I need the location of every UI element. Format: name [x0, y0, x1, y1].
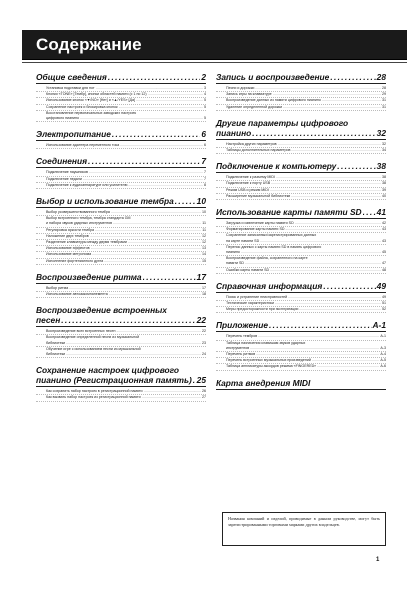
entry-text-continued: цифрового пианино [46, 116, 80, 121]
entry-text: Использование эффектов [46, 246, 90, 251]
entry-text: Перечень ритмов [226, 352, 256, 357]
toc-section [216, 320, 386, 370]
entry-page-number: A-3 [380, 345, 386, 350]
leader-dots [90, 234, 201, 239]
toc-entry[interactable] [216, 364, 386, 370]
leader-dots [128, 183, 203, 188]
section-title-text: Подключение к компьютеру [216, 161, 337, 172]
leader-dots [288, 295, 381, 300]
trademark-notice-text: Названия компаний и изделий, приводимые в данном руководстве, могут быть зарегистрированными торговыми марками других владельцев. [228, 516, 380, 527]
entry-text: Исполнение фортепианного дуэта [46, 258, 104, 263]
entry-page-number: 22 [202, 329, 206, 334]
leader-dots [245, 261, 381, 266]
section-title-text-continued: песен [36, 315, 61, 326]
leader-dots [276, 175, 381, 180]
leader-dots [275, 301, 381, 306]
toc-entry[interactable] [36, 395, 206, 401]
entry-text: Таблицы дополнительных параметров [226, 148, 291, 153]
entry-text: Восстановление первоначальных заводских настроек [46, 110, 137, 115]
entry-page-number: 3 [204, 86, 206, 90]
entry-page-number: A-6 [380, 364, 386, 369]
toc-section [36, 365, 206, 401]
leader-dots [66, 352, 201, 357]
toc-section [36, 72, 206, 122]
entry-text: Подключение наушников [46, 170, 88, 175]
entry-page-number: 51 [382, 301, 386, 306]
leader-dots [104, 259, 201, 264]
toc-section-title[interactable] [216, 161, 386, 173]
leader-dots [317, 364, 379, 369]
section-page-number: 28 [376, 72, 386, 82]
leader-dots [83, 177, 203, 182]
entry-text: Таблица назначения клавишам звуков ударных [226, 340, 306, 345]
leader-dots [144, 389, 201, 394]
entry-text-continued: библиотеки [46, 352, 66, 357]
entry-text: Удаление определенной дорожки [226, 104, 283, 109]
entry-page-number: 40 [382, 193, 386, 198]
leader-dots [337, 161, 375, 171]
leader-dots [258, 334, 379, 339]
entry-text: Использование кнопок «▼/NO» [Нет] и «▲/YES» [Да] [46, 98, 135, 103]
entry-page-number: 14 [202, 252, 206, 257]
entry-page-number: 43 [382, 238, 386, 243]
entry-page-number: A-5 [380, 358, 386, 363]
leader-dots [291, 194, 381, 199]
entry-text: Регулировка яркости тембра [46, 227, 95, 232]
toc-entry[interactable] [36, 347, 206, 358]
leader-dots [111, 210, 201, 215]
toc-right-column [216, 72, 386, 397]
leader-dots [88, 156, 200, 166]
leader-dots [66, 341, 201, 346]
entry-page-number: 38 [382, 181, 386, 186]
entry-page-number: 6 [204, 143, 206, 148]
toc-section-title[interactable] [36, 305, 206, 327]
entry-text: Настройка других параметров [226, 141, 277, 146]
leader-dots [283, 105, 381, 110]
section-title-text: Справочная информация [216, 280, 323, 291]
entry-page-number: 32 [382, 141, 386, 146]
section-title-text: Использование карты памяти SD [216, 207, 362, 218]
entry-text-continued: пианино [226, 250, 240, 255]
section-title-text: Другие параметры цифрового [216, 117, 349, 128]
section-title-text-continued: пианино [216, 127, 252, 138]
section-page-number: 41 [376, 207, 386, 218]
entry-text: Расширение музыкальной библиотеки [226, 193, 291, 198]
leader-dots [295, 221, 381, 226]
entry-page-number: 11 [202, 227, 206, 232]
entry-page-number: 31 [382, 104, 386, 109]
entry-text: Подключение к аудиоаппаратуре или усилителю [46, 182, 128, 187]
toc-section-title[interactable] [216, 207, 386, 219]
toc-section-title[interactable] [36, 72, 206, 84]
entry-page-number: 38 [382, 175, 386, 180]
leader-dots [148, 92, 203, 97]
entry-page-number: 11 [202, 221, 206, 226]
toc-section-title[interactable] [216, 72, 386, 84]
entry-text: Перечень встроенных музыкальных произведений [226, 358, 311, 363]
leader-dots [256, 352, 379, 357]
toc-section-title[interactable] [216, 378, 386, 390]
toc-section [216, 207, 386, 274]
entry-page-number: 7 [204, 170, 206, 175]
leader-dots [143, 272, 196, 282]
entry-page-number: A-1 [380, 334, 386, 339]
entry-text-continued: инструментов [226, 345, 250, 350]
toc-entry[interactable] [216, 233, 386, 244]
section-page-number: 2 [201, 72, 206, 82]
leader-dots [193, 375, 196, 385]
leader-dots [89, 170, 203, 175]
leader-dots [136, 98, 203, 103]
toc-entry[interactable] [36, 183, 206, 189]
entry-page-number: A-4 [380, 352, 386, 357]
entry-page-number: 5 [204, 104, 206, 109]
leader-dots [271, 181, 381, 186]
toc-section-title[interactable] [216, 281, 386, 293]
leader-dots [299, 307, 381, 312]
entry-text: Подключение к разъему MIDI [226, 175, 276, 180]
section-title-text: Воспроизведение ритма [36, 271, 142, 282]
entry-text: Меры предосторожности при эксплуатации [226, 307, 299, 312]
entry-text: Сохранение настроек и блокировка кнопок [46, 104, 118, 109]
toc-entry[interactable] [216, 307, 386, 313]
entry-text: Форматирование карты памяти SD [226, 227, 285, 232]
leader-dots [278, 142, 381, 147]
entry-text: Технические характеристики [226, 301, 274, 306]
section-title-text: Общие сведения [36, 72, 107, 82]
entry-text: Установка подставки для нот [46, 86, 95, 90]
leader-dots [92, 252, 201, 257]
section-page-number: 10 [196, 196, 206, 207]
entry-text: Воспроизведение всех встроенных песен [46, 329, 116, 334]
entry-text: Выбор усовершенствованного тембра [46, 210, 110, 215]
entry-text: Ошибки карты памяти SD [226, 267, 270, 272]
toc-entry[interactable] [216, 268, 386, 274]
title-rule [22, 62, 407, 63]
entry-page-number: 12 [202, 233, 206, 238]
leader-dots [96, 86, 203, 91]
entry-text: Выбор ритма [46, 285, 69, 290]
toc-entry[interactable] [216, 341, 386, 352]
leader-dots [241, 250, 381, 255]
toc-entry[interactable] [36, 143, 206, 149]
toc-entry[interactable] [36, 292, 206, 298]
leader-dots [113, 221, 201, 226]
entry-text: Запись игры на клавиатуре [226, 92, 272, 97]
leader-dots [323, 281, 375, 291]
toc-section-title[interactable] [36, 365, 206, 387]
entry-page-number: 31 [382, 98, 386, 103]
entry-text: Использование адаптера переменного тока [46, 143, 120, 148]
leader-dots [108, 72, 200, 82]
entry-page-number: 43 [382, 227, 386, 232]
entry-text: Кнопки «TONE» [Тембр], кнопки областей памяти (с 1 по 12) [46, 92, 147, 97]
leader-dots [69, 286, 201, 291]
entry-text: Песни и дорожки [226, 86, 255, 90]
entry-text: Разделение клавиатуры между двумя тембрами [46, 240, 127, 245]
entry-page-number: 15 [202, 258, 206, 263]
toc-section [36, 305, 206, 358]
entry-page-number: 5 [204, 116, 206, 121]
entry-page-number: 18 [202, 292, 206, 297]
section-page-number: 38 [376, 161, 386, 172]
toc-section-title[interactable] [216, 118, 386, 140]
toc-section [36, 156, 206, 189]
entry-page-number: 52 [382, 307, 386, 312]
entry-page-number: 10 [202, 210, 206, 215]
entry-text-continued: и набора звуков ударных инструментов [46, 221, 113, 226]
trademark-notice [222, 512, 386, 546]
section-title-text: Карта внедрения MIDI [216, 377, 311, 388]
leader-dots [120, 143, 203, 148]
section-page-number: A-1 [372, 320, 386, 331]
leader-dots [273, 92, 381, 97]
entry-page-number: 48 [382, 267, 386, 272]
toc-section-title[interactable] [216, 320, 386, 332]
entry-text: Использование автоаккомпанемента [46, 292, 108, 297]
leader-dots [128, 240, 201, 245]
leader-dots [312, 358, 380, 363]
leader-dots [270, 188, 381, 193]
leader-dots [260, 239, 381, 244]
entry-text: Воспроизведение данных из памяти цифрового пианино [226, 98, 321, 103]
section-page-number: 32 [376, 127, 386, 138]
toc-section [216, 161, 386, 200]
section-page-number: 7 [201, 156, 206, 167]
entry-page-number: 8 [204, 182, 206, 187]
entry-page-number: 12 [202, 240, 206, 245]
toc-entry[interactable] [216, 148, 386, 154]
page-number: 1 [376, 557, 380, 563]
entry-page-number: 24 [202, 352, 206, 357]
section-page-number: 25 [196, 375, 206, 386]
entry-text: Сохранение записанных/зарегистрированных данных [226, 233, 317, 238]
leader-dots [119, 105, 203, 110]
toc-section [216, 281, 386, 314]
toc-section-title[interactable] [36, 196, 206, 208]
entry-text: Перенос данных с карты памяти SD в память цифрового [226, 244, 322, 249]
toc-entry[interactable] [216, 194, 386, 200]
toc-entry[interactable] [36, 216, 206, 227]
entry-page-number: 45 [382, 250, 386, 255]
entry-text: Как сохранить набор настроек в регистрационной памяти [46, 389, 143, 394]
entry-page-number: 47 [382, 261, 386, 266]
section-title-text: Соединения [36, 156, 88, 167]
entry-page-number: 13 [202, 246, 206, 251]
entry-page-number: 23 [202, 340, 206, 345]
entry-page-number: 27 [202, 395, 206, 400]
leader-dots [285, 227, 381, 232]
section-title-text: Приложение [216, 320, 269, 331]
entry-text-continued: библиотеки [46, 340, 66, 345]
section-page-number: 22 [196, 315, 206, 326]
toc-section [216, 118, 386, 154]
leader-dots [322, 98, 381, 103]
entry-page-number: 42 [382, 221, 386, 226]
entry-text: Использование метронома [46, 252, 92, 257]
entry-text: Подключение педали [46, 176, 82, 181]
leader-dots [250, 346, 379, 351]
entry-text-continued: памяти SD [226, 261, 245, 266]
leader-dots [61, 315, 195, 325]
section-page-number: 6 [201, 129, 206, 140]
section-page-number: 49 [376, 280, 386, 291]
entry-page-number: 49 [382, 294, 386, 299]
entry-text: Наложение двух тембров [46, 233, 89, 238]
section-title-text: Запись и воспроизведение [216, 72, 330, 82]
leader-dots [252, 128, 375, 138]
toc-entry[interactable] [216, 105, 386, 111]
leader-dots [270, 268, 381, 273]
entry-page-number: 7 [204, 176, 206, 181]
entry-page-number: 39 [382, 187, 386, 192]
entry-text: Таблица аппликатуры аккордов режима «FINGERED» [226, 364, 317, 369]
entry-text: Выбор встроенного тембра, тембра стандарта GM [46, 216, 131, 221]
entry-page-number: 4 [204, 92, 206, 97]
entry-page-number: 29 [382, 92, 386, 97]
entry-page-number: 17 [202, 285, 206, 290]
leader-dots [116, 329, 201, 334]
entry-text: Загрузка и извлечение карты памяти SD [226, 221, 294, 226]
section-title-text: Выбор и использование тембра [36, 196, 174, 207]
toc-section [216, 72, 386, 111]
entry-text: Режим USB и режим MIDI [226, 187, 269, 192]
toc-section [36, 196, 206, 265]
toc-section-title[interactable] [36, 156, 206, 168]
toc-section-title[interactable] [36, 129, 206, 141]
page-title: Содержание [36, 34, 142, 54]
toc-section [36, 129, 206, 149]
entry-text: Поиск и устранение неисправностей [226, 294, 288, 299]
leader-dots [330, 72, 375, 82]
entry-text: Обучение игре с использованием песни из музыкальной [46, 346, 141, 351]
entry-page-number: 5 [204, 98, 206, 103]
toc-section [216, 378, 386, 390]
entry-page-number: 26 [202, 389, 206, 394]
leader-dots [95, 228, 201, 233]
leader-dots [255, 86, 381, 91]
entry-page-number: 28 [382, 86, 386, 90]
toc-left-column [36, 72, 206, 409]
toc-entry[interactable] [36, 335, 206, 346]
toc-entry[interactable] [36, 259, 206, 265]
toc-section-title[interactable] [36, 272, 206, 284]
title-bar [22, 30, 407, 60]
entry-text: Воспроизведение определенной песни из музыкальной [46, 335, 140, 340]
leader-dots [175, 196, 196, 206]
leader-dots [80, 116, 203, 121]
toc-entry[interactable] [216, 256, 386, 267]
section-page-number: 17 [196, 271, 206, 282]
leader-dots [112, 129, 200, 139]
entry-text: Перечень тембров [226, 334, 258, 339]
toc-entry[interactable] [36, 111, 206, 122]
entry-text: Подключение к порту USB [226, 181, 271, 186]
leader-dots [109, 292, 201, 297]
leader-dots [91, 246, 201, 251]
section-title-text: Воспроизведение встроенных [36, 305, 167, 316]
entry-page-number: 34 [382, 148, 386, 153]
entry-text: Как вызвать набор настроек из регистрационной памяти [46, 395, 141, 400]
leader-dots [142, 395, 201, 400]
section-title-text: Электропитание [36, 129, 111, 140]
leader-dots [363, 207, 376, 217]
entry-text-continued: на карте памяти SD [226, 238, 260, 243]
leader-dots [291, 148, 381, 153]
section-title-text: Сохранение настроек цифрового [36, 365, 180, 376]
section-title-text-continued: пианино (Регистрационная память) [36, 375, 192, 386]
leader-dots [269, 320, 371, 330]
entry-text: Воспроизведение файла, сохраненного на карте [226, 256, 308, 261]
toc-entry[interactable] [216, 245, 386, 256]
toc-section [36, 272, 206, 298]
